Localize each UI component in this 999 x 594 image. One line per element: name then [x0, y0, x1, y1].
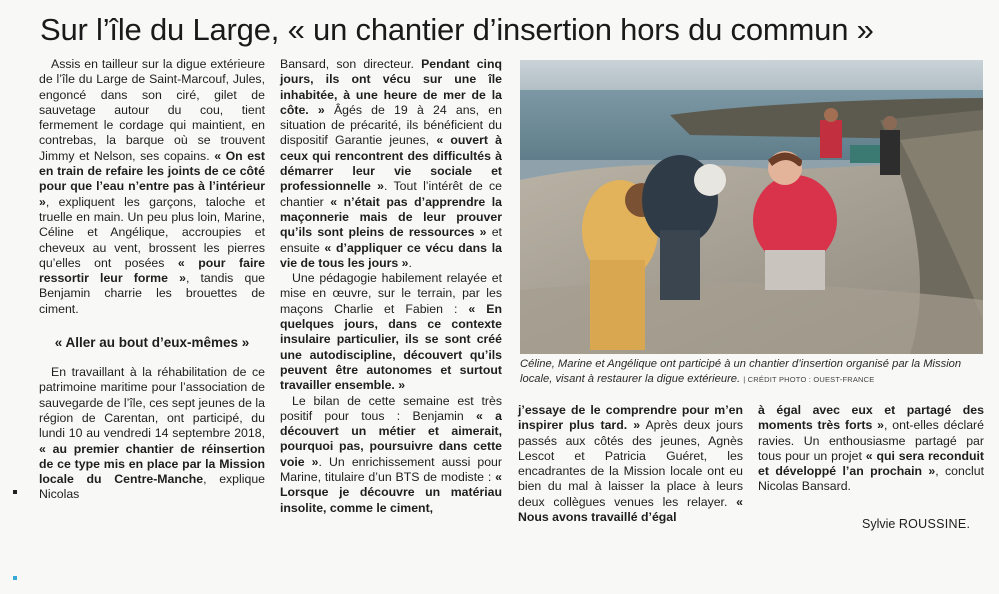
- article-column-1: [39, 57, 265, 503]
- quote-text: « Nous avons travaillé d’égal: [518, 494, 743, 525]
- paragraph: [39, 57, 265, 317]
- paragraph: [518, 403, 743, 525]
- paragraph: [280, 271, 502, 393]
- body-text: et ensuite: [280, 225, 502, 255]
- quote-text: à égal avec eux et partagé des moments très forts »: [758, 403, 984, 433]
- article-column-3: [518, 403, 743, 525]
- body-text: , tandis que Benjamin charrie les brouettes de ciment.: [39, 271, 265, 316]
- body-text: Le bilan de cette semaine est très positif pour tous : Benjamin: [280, 393, 502, 423]
- quote-text: « a découvert un métier et aimerait, pourquoi pas, poursuivre dans cette voie »: [280, 408, 502, 469]
- body-text: . Un enrichissement aussi pour Marine, titulaire d’un BTS de modiste :: [280, 454, 502, 485]
- subheading: « Aller au bout d’eux-mêmes »: [54, 335, 250, 351]
- quote-text: « En quelques jours, dans ce contexte insulaire particulier, ils se sont créé une autodiscipline, découvert qu’ils peuvent être autonomes et surtout travailler ensemble. »: [280, 301, 502, 393]
- quote-text: « On est en train de refaire les joints de ce côté pour que l’eau n’entre pas à l’intérieur »: [39, 148, 265, 209]
- quote-text: « qui sera reconduit et développé l’an prochain »: [758, 448, 984, 479]
- body-text: Âgés de 19 à 24 ans, en situation de précarité, ils bénéficient du dispositif Garantie jeunes,: [280, 102, 502, 148]
- caption-text: Céline, Marine et Angélique ont participé à un chantier d’insertion organisé par la Mission locale, visant à restaurer la digue extérieure.: [520, 358, 962, 385]
- photo-credit: | CRÉDIT PHOTO : OUEST-FRANCE: [743, 374, 875, 384]
- author-last-name: ROUSSINE.: [898, 517, 971, 531]
- photo-caption: [520, 357, 986, 387]
- quote-text: « ouvert à ceux qui rencontrent des difficultés à démarrer leur vie sociale et professionnelle »: [280, 133, 502, 194]
- paragraph: [39, 365, 265, 503]
- photo-illustration: [520, 60, 983, 354]
- body-text: , ont-elles déclaré ravies. Un enthousiasme partagé par tous pour un projet: [758, 418, 984, 463]
- body-text: En travaillant à la réhabilitation de ce patrimoine maritime pour l’association de sauvegarde de l’île, ces sept jeunes de la région de Carentan, ont participé, du lundi 10 au vendredi 14 septembre 2018,: [39, 365, 265, 441]
- headline: Sur l’île du Large, « un chantier d’insertion hors du commun »: [40, 12, 874, 47]
- body-text: Une pédagogie habilement relayée et mise en œuvre, sur le terrain, par les maçons Charlie et Fabien :: [280, 271, 502, 316]
- quote-text: « d’appliquer ce vécu dans la vie de tous les jours »: [280, 240, 502, 270]
- quote-text: « Lorsque je découvre un matériau insolite, comme le ciment,: [280, 470, 502, 515]
- article-photo: [520, 60, 983, 354]
- quote-text: Pendant cinq jours, ils ont vécu sur une île inhabitée, à une heure de mer de la côte. »: [280, 57, 502, 117]
- author-signature: [862, 517, 970, 531]
- quote-text: j’essaye de le comprendre pour m’en inspirer plus tard. »: [518, 403, 743, 433]
- body-text: , expliquent les garçons, taloche et truelle en main. Un peu plus loin, Marine, Céline et Angélique, accroupies et cheveux au vent, brossent les pierres qu’elles ont posées: [39, 194, 265, 270]
- article-column-4: [758, 403, 984, 495]
- margin-mark: [13, 490, 17, 494]
- author-first-name: Sylvie: [862, 517, 896, 531]
- body-text: Après deux jours passés aux côtés des jeunes, Agnès Lescot et Patricia Guéret, les encadrantes de la Mission locale ont eu bien du mal à laisser la place à leurs deux collègues venues les relayer.: [518, 418, 744, 509]
- quote-text: « au premier chantier de réinsertion de ce type mis en place par la Mission locale du Centre-Manche: [39, 441, 265, 487]
- body-text: , explique Nicolas: [39, 472, 266, 502]
- body-text: .: [408, 255, 412, 270]
- article-column-2: [280, 57, 502, 516]
- body-text: Assis en tailleur sur la digue extérieure de l’île du Large de Saint-Marcouf, Jules, engoncé dans son ciré, gilet de sauvetage autour du cou, tient fermement le cordage qui maintient, en contrebas, la barque où se trouvent Jimmy et Nelson, ses copains.: [39, 57, 265, 163]
- body-text: , conclut Nicolas Bansard.: [758, 464, 984, 494]
- quote-text: « n’était pas d’apprendre la maçonnerie mais de leur prouver qu’ils sont pleins de ressources »: [280, 194, 502, 240]
- paragraph: [280, 57, 502, 271]
- body-text: Bansard, son directeur.: [280, 57, 422, 71]
- paragraph: [280, 394, 502, 516]
- quote-text: « pour faire ressortir leur forme »: [39, 255, 266, 286]
- margin-dot: [13, 576, 17, 580]
- body-text: . Tout l’intérêt de ce chantier: [280, 179, 502, 209]
- paragraph: [758, 403, 984, 495]
